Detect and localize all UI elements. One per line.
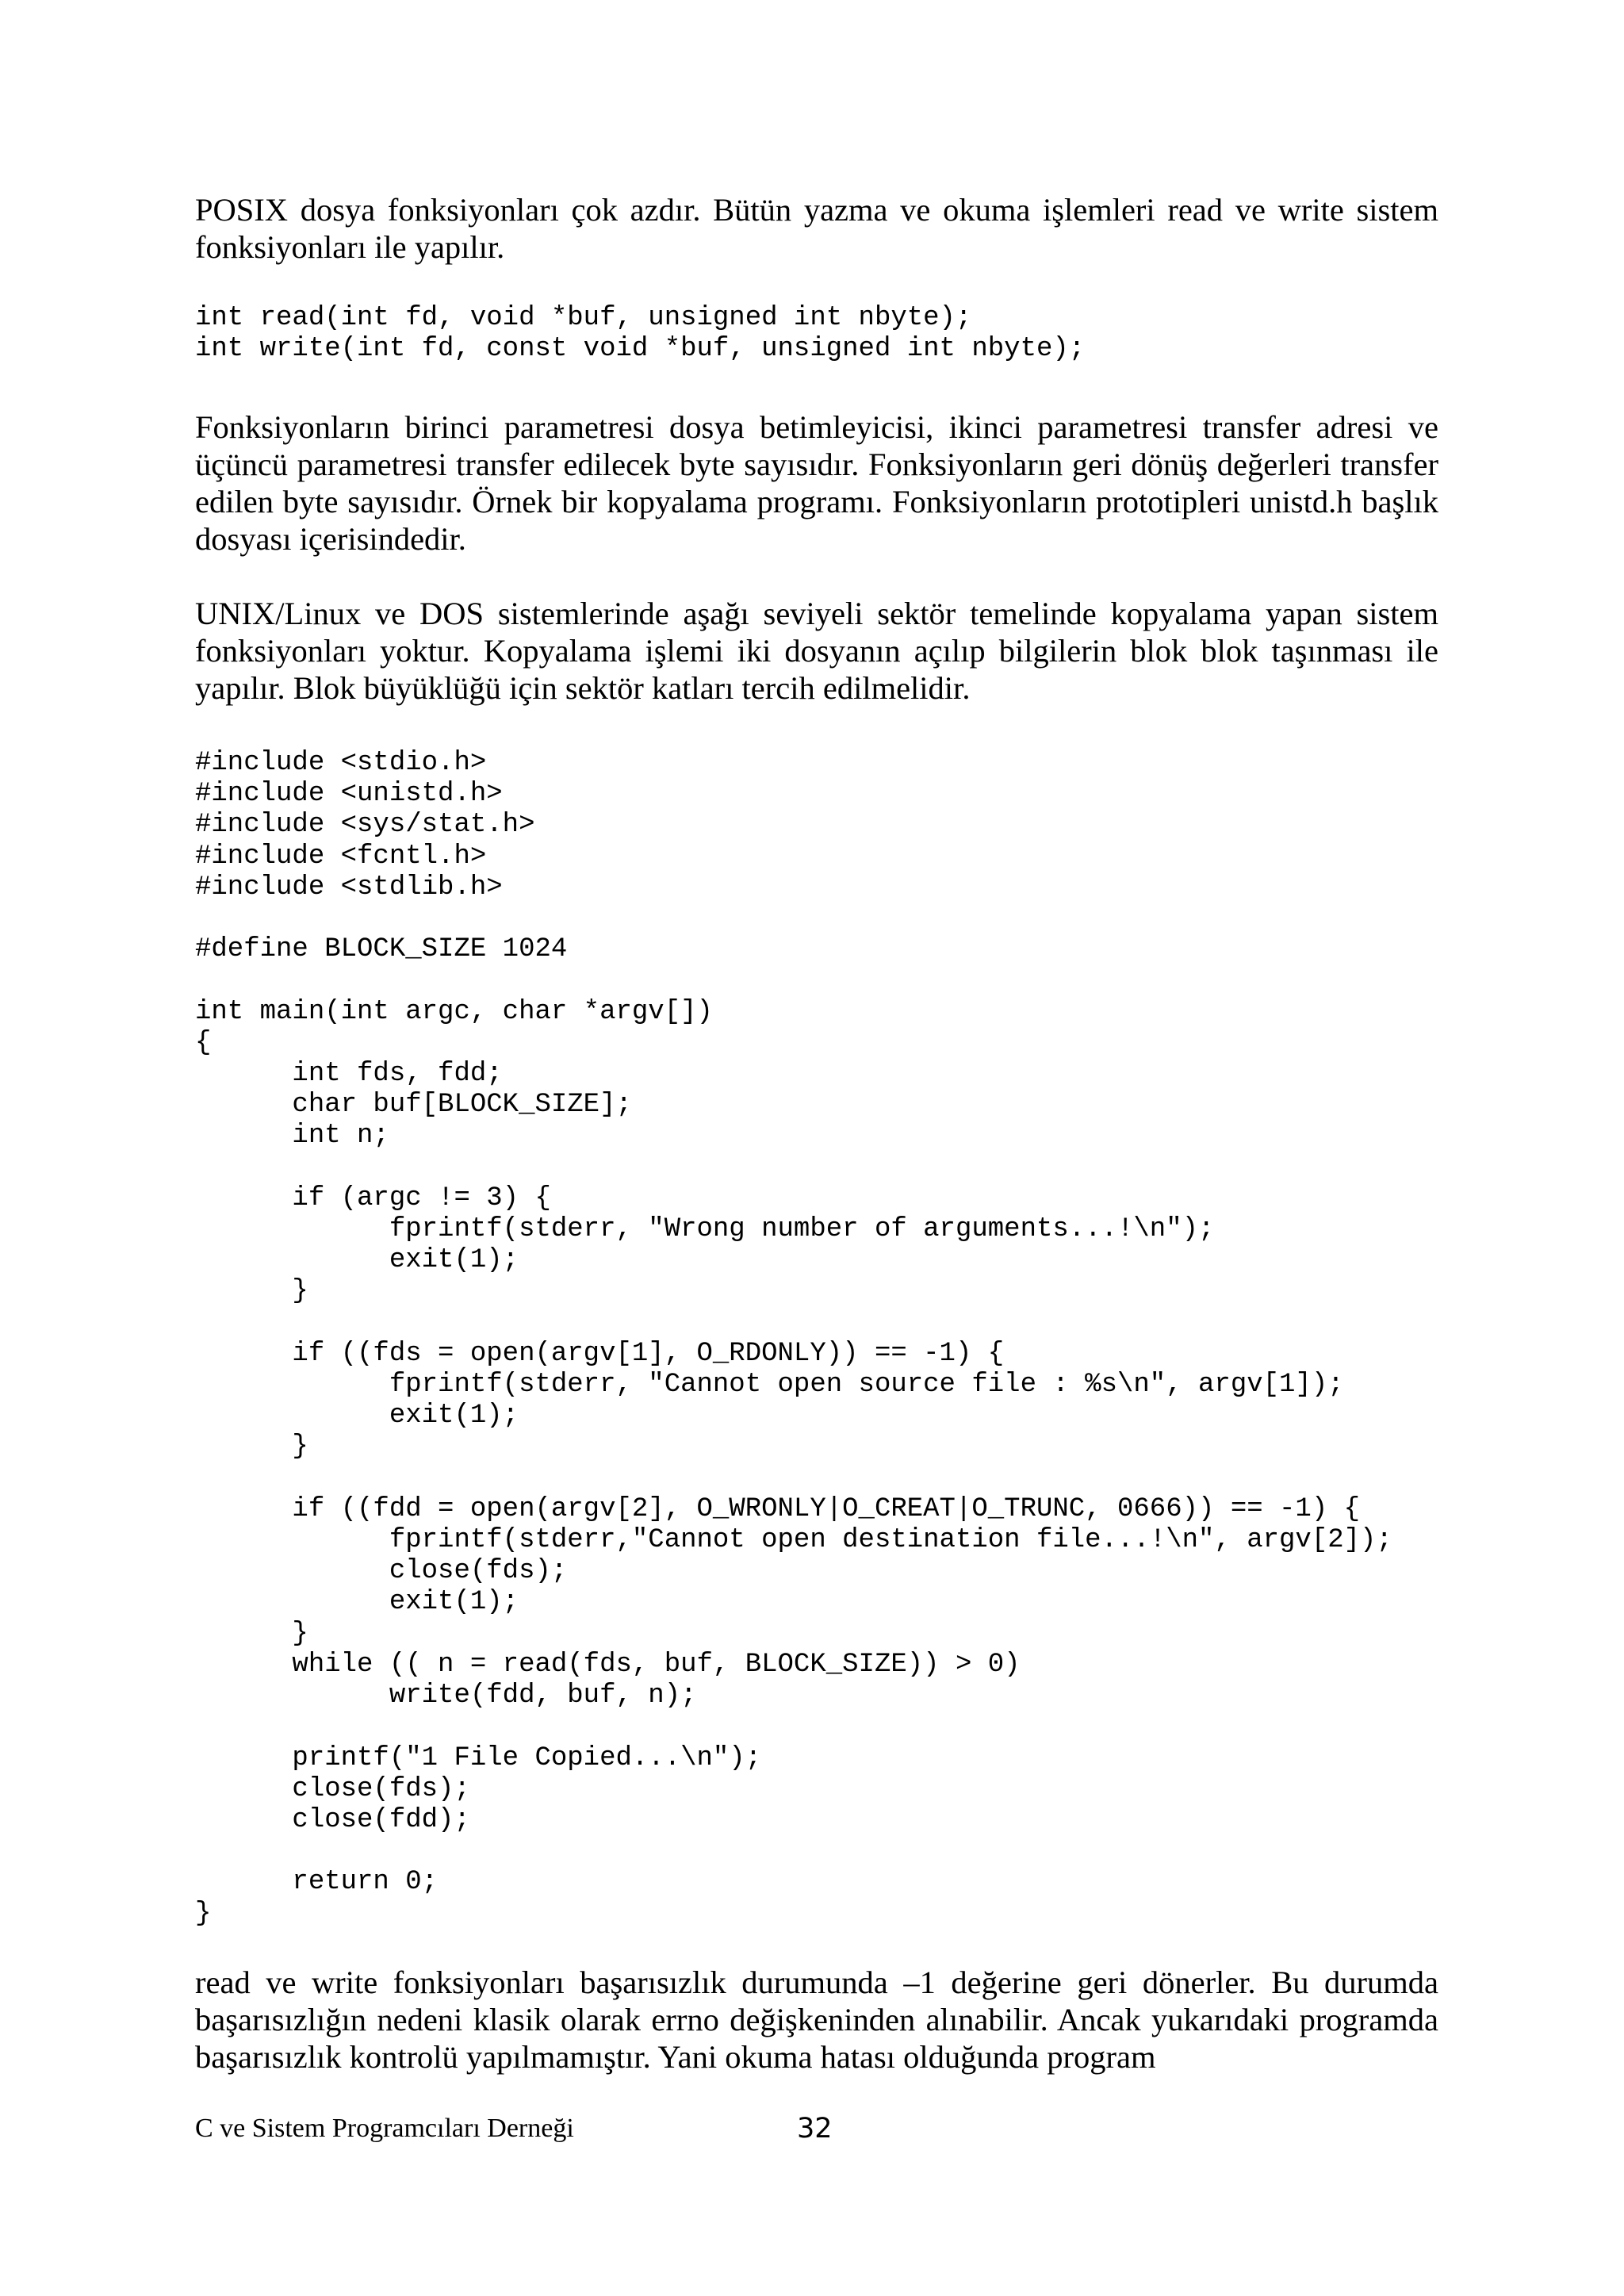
error-handling-paragraph: read ve write fonksiyonları başarısızlık durumunda –1 değerine geri dönerler. Bu durumda başarısızlığın nedeni klasik olarak errno değişkeninden alınabilir. Ancak yukarıdaki programda başarısızlık kontrolü yapılmamıştır. Yani okuma hatası olduğunda program	[195, 1964, 1438, 2075]
page-number: 32	[797, 2113, 833, 2145]
parameters-paragraph: Fonksiyonların birinci parametresi dosya betimleyicisi, ikinci parametresi transfer adresi ve üçüncü parametresi transfer edilecek byte sayısıdır. Fonksiyonların geri dönüş değerleri transfer edilen byte sayısıdır. Örnek bir kopyalama programı. Fonksiyonların prototipleri unistd.h başlık dosyası içerisindedir.	[195, 409, 1438, 557]
copy-system-paragraph: UNIX/Linux ve DOS sistemlerinde aşağı seviyeli sektör temelinde kopyalama yapan sistem fonksiyonları yoktur. Kopyalama işlemi iki dosyanın açılıp bilgilerin blok blok taşınması ile yapılır. Blok büyüklüğü için sektör katları tercih edilmelidir.	[195, 596, 1438, 706]
function-prototypes-code: int read(int fd, void *buf, unsigned int nbyte); int write(int fd, const void *buf, unsigned int nbyte);	[195, 303, 1086, 365]
footer-organization: C ve Sistem Programcıları Derneği	[195, 2114, 574, 2143]
copy-program-code: #include <stdio.h> #include <unistd.h> #include <sys/stat.h> #include <fcntl.h> #include <stdlib.h> #define BLOCK_SIZE 1024 int main(int argc, char *argv[]) { int fds, fdd; char buf[BLOCK_SIZE]; int n; if (argc != 3) { fprintf(stderr, "Wrong number of arguments...!\n"); exit(1); } if ((fds = open(argv[1], O_RDONLY)) == -1) { fprintf(stderr, "Cannot open source file : %s\n", argv[1]); exit(1); } if ((fdd = open(argv[2], O_WRONLY|O_CREAT|O_TRUNC, 0666)) == -1) { fprintf(stderr,"Cannot open destination file...!\n", argv[2]); close(fds); exit(1); } while (( n = read(fds, buf, BLOCK_SIZE)) > 0) write(fdd, buf, n); printf("1 File Copied...\n"); close(fds); close(fdd); return 0; }	[195, 748, 1392, 1929]
intro-paragraph: POSIX dosya fonksiyonları çok azdır. Bütün yazma ve okuma işlemleri read ve write sistem fonksiyonları ile yapılır.	[195, 192, 1438, 265]
